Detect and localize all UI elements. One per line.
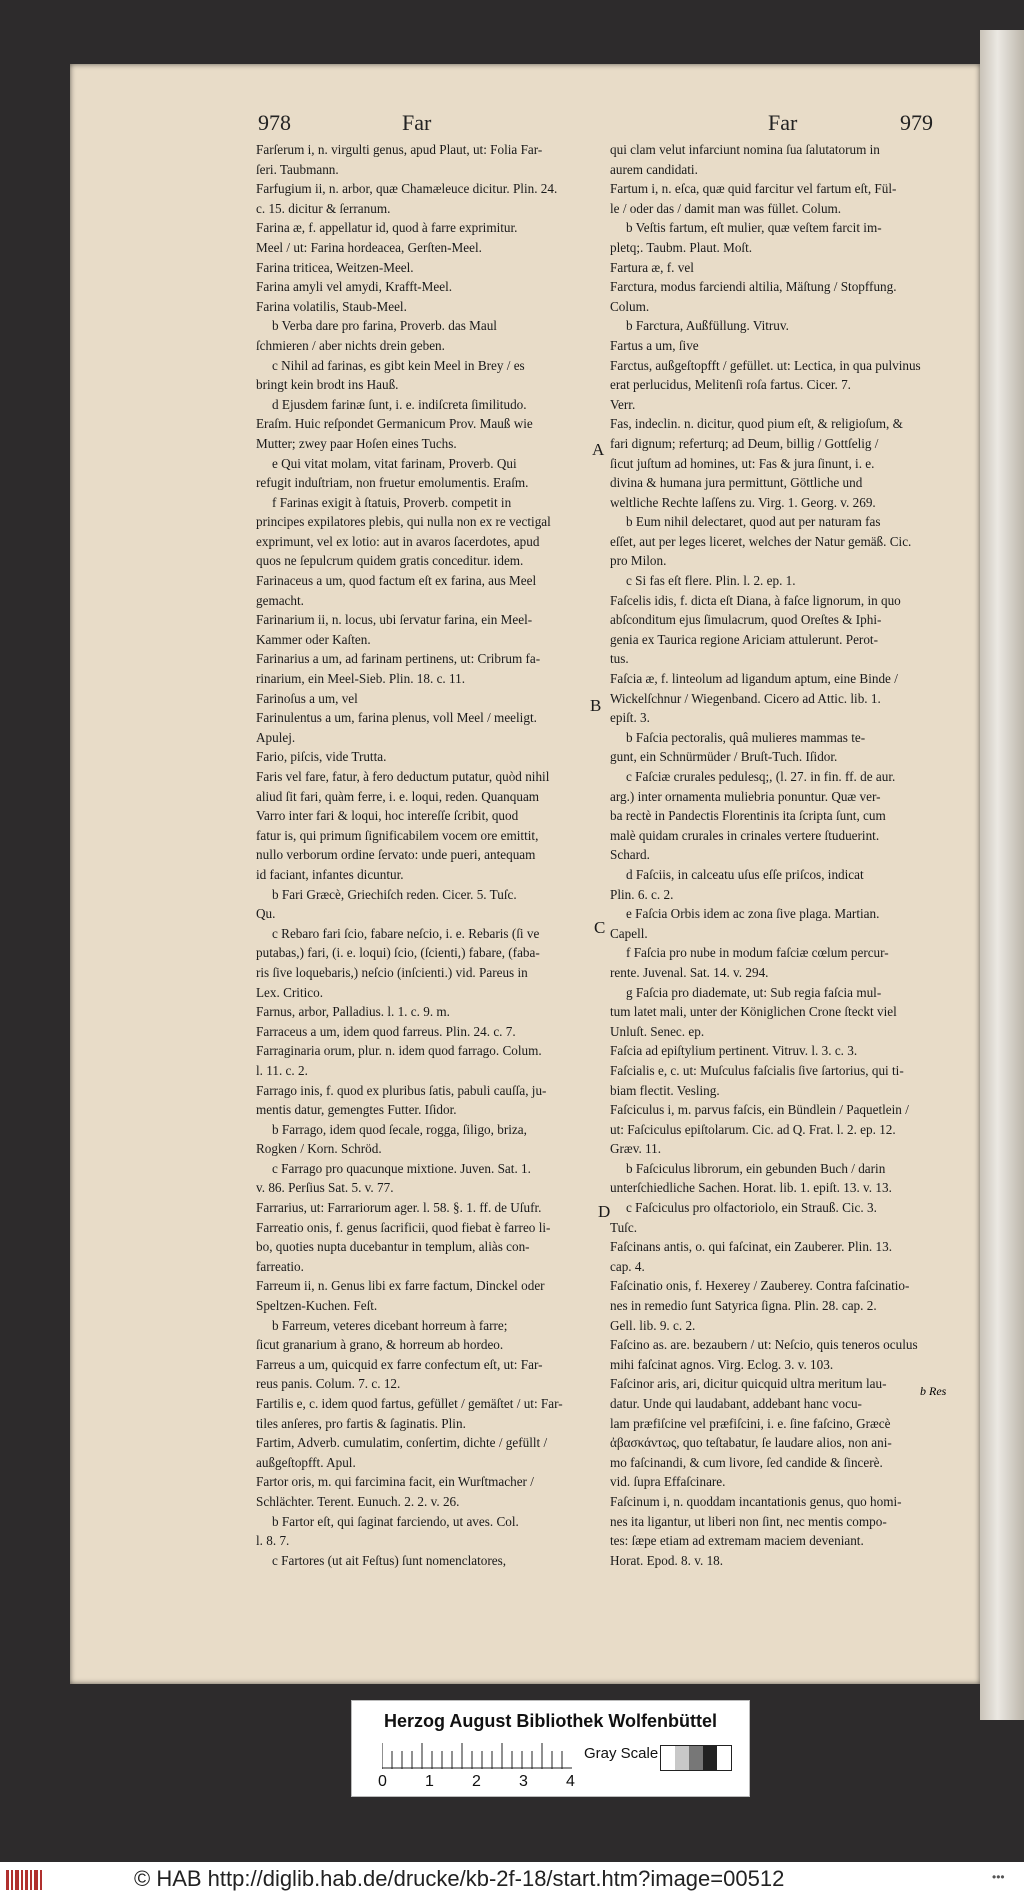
text-line: Fartilis e, c. idem quod fartus, gefüllet / gemäſtet / ut: Far- — [256, 1396, 563, 1411]
text-line: Apulej. — [256, 729, 296, 745]
text-line: c Farrago pro quacunque mixtione. Juven. Sat. 1. — [272, 1160, 531, 1176]
text-line: Schlächter. Terent. Eunuch. 2. 2. v. 26. — [256, 1493, 460, 1509]
adjacent-page-edge — [980, 30, 1024, 1720]
text-line: c Nihil ad farinas, es gibt kein Meel in Brey / es — [272, 357, 525, 373]
text-line: malè quidam crurales in crinales vertere ſtuduerint. — [610, 827, 880, 843]
text-line: Farina amyli vel amydi, Krafft-Meel. — [256, 279, 453, 295]
text-line: Farraginaria orum, plur. n. idem quod farrago. Colum. — [256, 1043, 542, 1059]
text-line: Gell. lib. 9. c. 2. — [610, 1317, 696, 1333]
text-line: Græv. 11. — [610, 1141, 662, 1157]
text-line: ba rectè in Pandectis Florentinis ita ſcripta ſunt, cum — [610, 808, 886, 824]
text-line: Fartim, Adverb. cumulatim, conſertim, dichte / gefüllt / — [256, 1435, 548, 1451]
left-text-column — [256, 140, 592, 1570]
text-line: Varro inter fari & loqui, hoc intereſſe ſcribit, quod — [256, 808, 519, 824]
scale-ruler — [382, 1743, 572, 1769]
text-line: b Faſciculus librorum, ein gebunden Buch / darin — [626, 1160, 886, 1176]
text-line: unterſchiedliche Sachen. Horat. lib. 1. epiſt. 13. v. 13. — [610, 1180, 892, 1196]
text-line: Faſcinans antis, o. qui faſcinat, ein Zauberer. Plin. 13. — [610, 1239, 892, 1255]
text-line: Farinaceus a um, quod factum eſt ex farina, aus Meel — [256, 573, 537, 589]
text-line: g Faſcia pro diademate, ut: Sub regia faſcia mul- — [626, 984, 882, 1000]
section-marker-a: A — [592, 440, 605, 459]
text-line: Fartura æ, f. vel — [610, 259, 694, 275]
text-line: weltliche Rechte laſſens zu. Virg. 1. Georg. v. 269. — [610, 494, 876, 510]
text-line: Unluſt. Senec. ep. — [610, 1023, 705, 1039]
text-line: nes in remedio ſunt Satyrica ſigna. Plin. 28. cap. 2. — [610, 1298, 877, 1314]
text-line: arg.) inter ornamenta muliebria ponuntur. Quæ ver- — [610, 788, 881, 804]
text-line: Farreatio onis, f. genus ſacrificii, quod fiebat è farreo li- — [256, 1219, 551, 1235]
text-line: Farnus, arbor, Palladius. l. 1. c. 9. m. — [256, 1004, 450, 1020]
text-line: b Farrago, idem quod ſecale, rogga, ſiligo, briza, — [272, 1121, 527, 1137]
text-line: Mutter; zwey paar Hoſen eines Tuchs. — [256, 435, 457, 451]
text-line: biam flectit. Vesling. — [610, 1082, 720, 1098]
text-line: Rogken / Korn. Schröd. — [256, 1141, 382, 1157]
text-line: bo, quoties nupta ducebantur in templum, aliàs con- — [256, 1239, 530, 1255]
text-line: aurem candidati. — [610, 161, 698, 177]
text-line: Farfugium ii, n. arbor, quæ Chamæleuce dicitur. Plin. 24. — [256, 181, 558, 197]
text-line: quos ne ſepulcrum quidem gratis conceditur. idem. — [256, 553, 524, 569]
text-line: Verr. — [610, 396, 636, 412]
text-line: Farſerum i, n. virgulti genus, apud Plaut, ut: Folia Far- — [256, 142, 543, 157]
text-line: ἀβασκάντως, quo teſtabatur, ſe laudare alios, non ani- — [610, 1435, 892, 1451]
text-line: f Farinas exigit à ſtatuis, Proverb. competit in — [272, 494, 512, 510]
text-line: mentis datur, gemengtes Futter. Iſidor. — [256, 1102, 457, 1118]
right-page-number: 979 — [900, 110, 933, 135]
copyright-link[interactable]: © HAB http://diglib.hab.de/drucke/kb-2f-18/start.htm?image=00512 — [134, 1866, 785, 1891]
text-line: Farreus a um, quicquid ex farre confectum eſt, ut: Far- — [256, 1356, 543, 1372]
text-line: abſconditum ejus ſimulacrum, quod Oreſtes & Iphi- — [610, 612, 882, 628]
text-line: Faſciculus i, m. parvus faſcis, ein Bündlein / Paquetlein / — [610, 1102, 909, 1118]
text-line: Faſcelis idis, f. dicta eſt Diana, à faſce lignorum, in quo — [610, 592, 901, 608]
text-line: Horat. Epod. 8. v. 18. — [610, 1552, 724, 1568]
text-line: ſicut granarium à grano, & horreum ab hordeo. — [256, 1337, 504, 1353]
text-line: ſchmieren / aber nichts drein geben. — [256, 337, 445, 353]
left-running-head: Far — [402, 110, 432, 135]
text-line: ut: Faſciculus epiſtolarum. Cic. ad Q. Frat. l. 2. ep. 12. — [610, 1121, 896, 1137]
text-line: rinarium, ein Meel-Sieb. Plin. 18. c. 11. — [256, 671, 466, 687]
hab-logo-icon — [6, 1868, 46, 1892]
color-calibration-card — [351, 1700, 750, 1797]
text-line: c Rebaro fari ſcio, fabare neſcio, i. e. Rebaris (ſi ve — [272, 925, 540, 941]
section-marker-d: D — [598, 1202, 611, 1221]
text-line: fari dignum; referturq; ad Deum, billig / Gottſelig / — [610, 435, 879, 451]
text-line: b Eum nihil delectaret, quod aut per naturam fas — [626, 514, 881, 530]
text-line: epiſt. 3. — [610, 710, 650, 726]
text-line: mihi faſcinat agnos. Virg. Eclog. 3. v. 103. — [610, 1356, 834, 1372]
right-running-head: Far — [768, 110, 798, 135]
library-name: Herzog August Bibliothek Wolfenbüttel — [384, 1711, 717, 1731]
text-line: Tuſc. — [610, 1219, 637, 1235]
text-line: putabas,) fari, (i. e. loqui) ſcio, (ſcienti,) fabare, (faba- — [256, 945, 540, 961]
text-line: Fartum i, n. eſca, quæ quid farcitur vel fartum eſt, Fül- — [610, 181, 897, 197]
text-line: c Fartores (ut ait Feſtus) ſunt nomenclatores, — [272, 1552, 507, 1568]
more-dots: ••• — [992, 1870, 1005, 1884]
text-line: c Faſciæ crurales pedulesq;, (l. 27. in fin. ff. de aur. — [626, 769, 896, 784]
text-line: datur. Unde qui laudabant, addebant hanc vocu- — [610, 1396, 862, 1411]
text-line: Farreum ii, n. Genus libi ex farre factum, Dinckel oder — [256, 1278, 545, 1294]
catchword: b Res — [920, 1384, 947, 1398]
text-line: ſeri. Taubmann. — [256, 161, 339, 177]
text-line: gunt, ein Schnürmüder / Bruſt-Tuch. Iſidor. — [610, 749, 838, 765]
text-line: ris ſive loquebaris,) neſcio (inſcienti.) vid. Pareus in — [256, 964, 528, 980]
text-line: Faſcialis e, c. ut: Muſculus faſcialis ſive ſartorius, qui ti- — [610, 1062, 904, 1078]
text-line: Farinarius a um, ad farinam pertinens, ut: Cribrum fa- — [256, 651, 541, 667]
text-line: pletq;. Taubm. Plaut. Moſt. — [610, 239, 753, 255]
text-line: Faſcino as. are. bezaubern / ut: Neſcio, quis teneros oculus — [610, 1337, 918, 1353]
text-line: erat perlucidus, Melitenſi roſa fartus. Cicer. 7. — [610, 377, 851, 393]
text-line: Farina æ, f. appellatur id, quod à farre exprimitur. — [256, 220, 518, 236]
text-line: exprimunt, vel ex lotio: aut in avaros ſacerdotes, apud — [256, 533, 540, 549]
text-line: Speltzen-Kuchen. Feſt. — [256, 1298, 378, 1314]
section-marker-b: B — [590, 696, 602, 715]
text-line: divina & humana jura permittunt, Göttliche und — [610, 475, 863, 491]
text-line: tiles anſeres, pro fartis & ſaginatis. Plin. — [256, 1415, 466, 1431]
text-line: Faſcia æ, f. linteolum ad ligandum aptum, eine Binde / — [610, 671, 898, 687]
footer-bar — [0, 1862, 1024, 1898]
text-line: ſicut juſtum ad homines, ut: Fas & jura ſinunt, i. e. — [610, 455, 875, 471]
text-line: genia ex Taurica regione Ariciam attulerunt. Perot- — [610, 631, 878, 647]
gray-scale-swatches — [660, 1745, 732, 1771]
text-line: pro Milon. — [610, 553, 667, 569]
text-line: Eraſm. Huic reſpondet Germanicum Prov. Mauß wie — [256, 416, 533, 432]
text-line: Farrarius, ut: Farrariorum ager. l. 58. §. 1. ff. de Uſufr. — [256, 1200, 542, 1216]
text-line: d Faſciis, in calceatu uſus eſſe priſcos, indicat — [626, 866, 864, 882]
text-line: b Veſtis fartum, eſt mulier, quæ veſtem farcit im- — [626, 220, 882, 236]
text-line: f Faſcia pro nube in modum faſciæ cœlum percur- — [626, 945, 889, 961]
text-line: Lex. Critico. — [256, 984, 324, 1000]
text-line: Colum. — [610, 298, 650, 314]
text-line: fatur is, qui primum ſignificabilem vocem ore emittit, — [256, 827, 539, 843]
text-line: Farctura, modus farciendi altilia, Mäſtung / Stopffung. — [610, 279, 897, 295]
section-marker-c: C — [594, 918, 606, 937]
text-line: id faciant, infantes dicuntur. — [256, 866, 404, 882]
text-line: Farinoſus a um, vel — [256, 690, 358, 706]
text-line: bringt kein brodt ins Hauß. — [256, 377, 399, 393]
text-line: le / oder das / damit man was füllet. Colum. — [610, 200, 842, 216]
text-line: Farinarium ii, n. locus, ubi ſervatur farina, ein Meel- — [256, 612, 533, 628]
text-line: Farrago inis, f. quod ex pluribus ſatis, pabuli cauſſa, ju- — [256, 1082, 547, 1098]
text-line: l. 8. 7. — [256, 1533, 290, 1549]
text-line: lam præfiſcine vel præfiſcini, i. e. ſine faſcino, Græcè — [610, 1415, 891, 1431]
text-line: c. 15. dicitur & ſerranum. — [256, 200, 391, 216]
text-line: vid. ſupra Effaſcinare. — [610, 1474, 726, 1490]
text-line: c Si fas eſt flere. Plin. l. 2. ep. 1. — [626, 573, 796, 589]
text-line: Faſcinor aris, ari, dicitur quicquid ultra meritum lau- — [610, 1376, 887, 1392]
ruler-numbers: 0 1 2 3 4 — [378, 1773, 575, 1790]
text-line: Farina volatilis, Staub-Meel. — [256, 298, 407, 314]
text-line: e Faſcia Orbis idem ac zona ſive plaga. Martian. — [626, 906, 880, 922]
text-line: b Farreum, veteres dicebant horreum à farre; — [272, 1317, 508, 1333]
text-line: principes expilatores plebis, qui nulla non ex re vectigal — [256, 514, 551, 530]
text-line: farreatio. — [256, 1258, 304, 1274]
text-line: v. 86. Perſius Sat. 5. v. 77. — [256, 1180, 394, 1196]
text-line: tes: ſæpe etiam ad extremam maciem deveniant. — [610, 1533, 864, 1549]
text-line: Farraceus a um, idem quod farreus. Plin. 24. c. 7. — [256, 1023, 516, 1039]
text-line: Fas, indeclin. n. dicitur, quod pium eſt, & religioſum, & — [610, 416, 903, 432]
text-line: gemacht. — [256, 592, 304, 608]
text-line: Faſcinatio onis, f. Hexerey / Zauberey. Contra faſcinatio- — [610, 1278, 910, 1294]
text-line: nullo verborum ordine ſervato: unde pueri, antequam — [256, 847, 536, 863]
text-line: Qu. — [256, 906, 276, 922]
text-line: nes ita ligantur, ut liberi non ſint, nec mentis compo- — [610, 1513, 887, 1529]
text-line: b Farctura, Außfüllung. Vitruv. — [626, 318, 789, 334]
text-line: b Faſcia pectoralis, quâ mulieres mammas te- — [626, 729, 866, 745]
text-line: Faris vel fare, fatur, à fero deductum putatur, quòd nihil — [256, 769, 550, 784]
text-line: b Fartor eſt, qui ſaginat farciendo, ut aves. Col. — [272, 1513, 519, 1529]
text-line: b Verba dare pro farina, Proverb. das Maul — [272, 318, 497, 334]
text-line: Farinulentus a um, farina plenus, voll Meel / meeligt. — [256, 710, 537, 726]
text-line: cap. 4. — [610, 1258, 645, 1274]
text-line: tum latet mali, unter der Königlichen Crone ſteckt viel — [610, 1004, 897, 1020]
text-line: außgeſtopfft. Apul. — [256, 1454, 356, 1470]
left-page-number: 978 — [258, 110, 291, 135]
text-line: Faſcia ad epiſtylium pertinent. Vitruv. l. 3. c. 3. — [610, 1043, 858, 1059]
text-line: Schard. — [610, 847, 650, 863]
gray-scale-label: Gray Scale — [584, 1745, 659, 1762]
text-line: Kammer oder Kaſten. — [256, 631, 371, 647]
text-line: tus. — [610, 651, 629, 667]
text-line: eſſet, aut per leges liceret, welches der Natur gemäß. Cic. — [610, 533, 912, 549]
text-line: b Fari Græcè, Griechiſch reden. Cicer. 5. Tuſc. — [272, 886, 517, 902]
text-line: Capell. — [610, 925, 648, 941]
text-line: reus panis. Colum. 7. c. 12. — [256, 1376, 401, 1392]
text-line: Fario, piſcis, vide Trutta. — [256, 749, 387, 765]
text-line: Plin. 6. c. 2. — [610, 886, 674, 902]
text-line: d Ejusdem farinæ ſunt, i. e. indiſcreta ſimilitudo. — [272, 396, 527, 412]
text-line: c Faſciculus pro olfactoriolo, ein Strauß. Cic. 3. — [626, 1200, 877, 1216]
text-line: Wickelſchnur / Wiegenband. Cicero ad Attic. lib. 1. — [610, 690, 881, 706]
text-line: mo faſcinandi, & cum livore, ſed candide & ſincerè. — [610, 1454, 883, 1470]
text-line: qui clam velut infarciunt nomina ſua ſalutatorum in — [610, 142, 880, 157]
text-line: Farina triticea, Weitzen-Meel. — [256, 259, 414, 275]
text-line: Fartus a um, ſive — [610, 337, 699, 353]
text-line: Faſcinum i, n. quoddam incantationis genus, quo homi- — [610, 1493, 902, 1509]
text-line: rente. Juvenal. Sat. 14. v. 294. — [610, 964, 769, 980]
text-line: Fartor oris, m. qui farcimina facit, ein Wurſtmacher / — [256, 1474, 534, 1490]
text-line: Meel / ut: Farina hordeacea, Gerſten-Meel. — [256, 239, 482, 255]
text-line: e Qui vitat molam, vitat farinam, Proverb. Qui — [272, 455, 517, 471]
right-text-column — [610, 140, 938, 1570]
text-line: refugit induſtriam, non fruetur emolumentis. Eraſm. — [256, 475, 529, 491]
text-line: l. 11. c. 2. — [256, 1062, 308, 1078]
text-line: aliud ſit fari, quàm ferre, i. e. loqui, reden. Quanquam — [256, 788, 540, 804]
text-line: Farctus, außgeſtopfft / gefüllet. ut: Lectica, in qua pulvinus — [610, 357, 921, 373]
